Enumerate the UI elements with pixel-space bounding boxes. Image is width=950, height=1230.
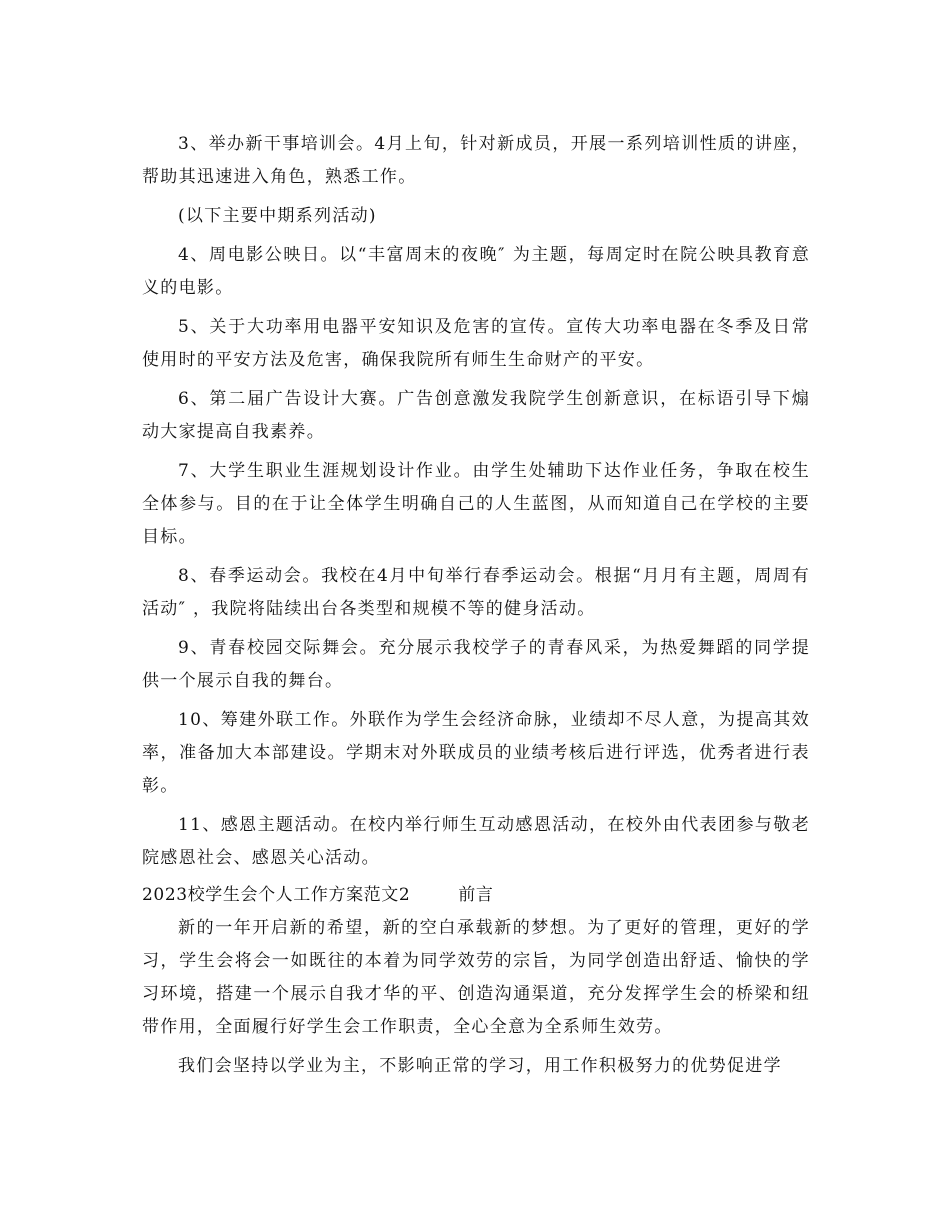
section-heading [142, 879, 810, 912]
paragraph-preface: 新的一年开启新的希望，新的空白承载新的梦想。为了更好的管理，更好的学习，学生会将会一如既往的本着为同学效劳的宗旨，为同学创造出舒适、愉快的学习环境，搭建一个展示自我才华的平、创造沟通渠道，充分发挥学生会的桥梁和纽带作用，全面履行好学生会工作职责，全心全意为全系师生效劳。 [142, 918, 810, 1037]
paragraph-item-6: 6、第二届广告设计大赛。广告创意激发我院学生创新意识，在标语引导下煽动大家提高自我素养。 [142, 389, 810, 442]
document-body [142, 128, 810, 1083]
paragraph-item-10: 10、筹建外联工作。外联作为学生会经济命脉，业绩却不尽人意，为提高其效率，准备加大本部建设。学期末对外联成员的业绩考核后进行评选，优秀者进行表彰。 [142, 710, 810, 796]
paragraph-item-8: 8、春季运动会。我校在4月中旬举行春季运动会。根据“月月有主题，周周有活动″ ，我院将陆续出台各类型和规模不等的健身活动。 [142, 566, 810, 619]
paragraph-item-11: 11、感恩主题活动。在校内举行师生互动感恩活动，在校外由代表团参与敬老院感恩社会、感恩关心活动。 [142, 815, 810, 868]
paragraph-item-9: 9、青春校园交际舞会。充分展示我校学子的青春风采，为热爱舞蹈的同学提供一个展示自我的舞台。 [142, 638, 810, 691]
paragraph-commitment: 我们会坚持以学业为主，不影响正常的学习，用工作积极努力的优势促进学 [178, 1056, 782, 1076]
paragraph-item-5: 5、关于大功率用电器平安知识及危害的宣传。宣传大功率电器在冬季及日常使用时的平安方法及危害，确保我院所有师生生命财产的平安。 [142, 317, 810, 370]
section-subtitle: 前言 [458, 885, 494, 905]
paragraph-midterm-note: (以下主要中期系列活动) [178, 206, 377, 226]
section-title: 2023校学生会个人工作方案范文2 [142, 885, 411, 905]
paragraph-item-7: 7、大学生职业生涯规划设计作业。由学生处辅助下达作业任务，争取在校生全体参与。目的在于让全体学生明确自己的人生蓝图，从而知道自己在学校的主要目标。 [142, 461, 810, 547]
paragraph-item-4: 4、周电影公映日。以“丰富周末的夜晚″ 为主题，每周定时在院公映具教育意义的电影。 [142, 245, 810, 298]
paragraph-item-3: 3、举办新干事培训会。4月上旬，针对新成员，开展一系列培训性质的讲座，帮助其迅速进入角色，熟悉工作。 [142, 134, 810, 187]
